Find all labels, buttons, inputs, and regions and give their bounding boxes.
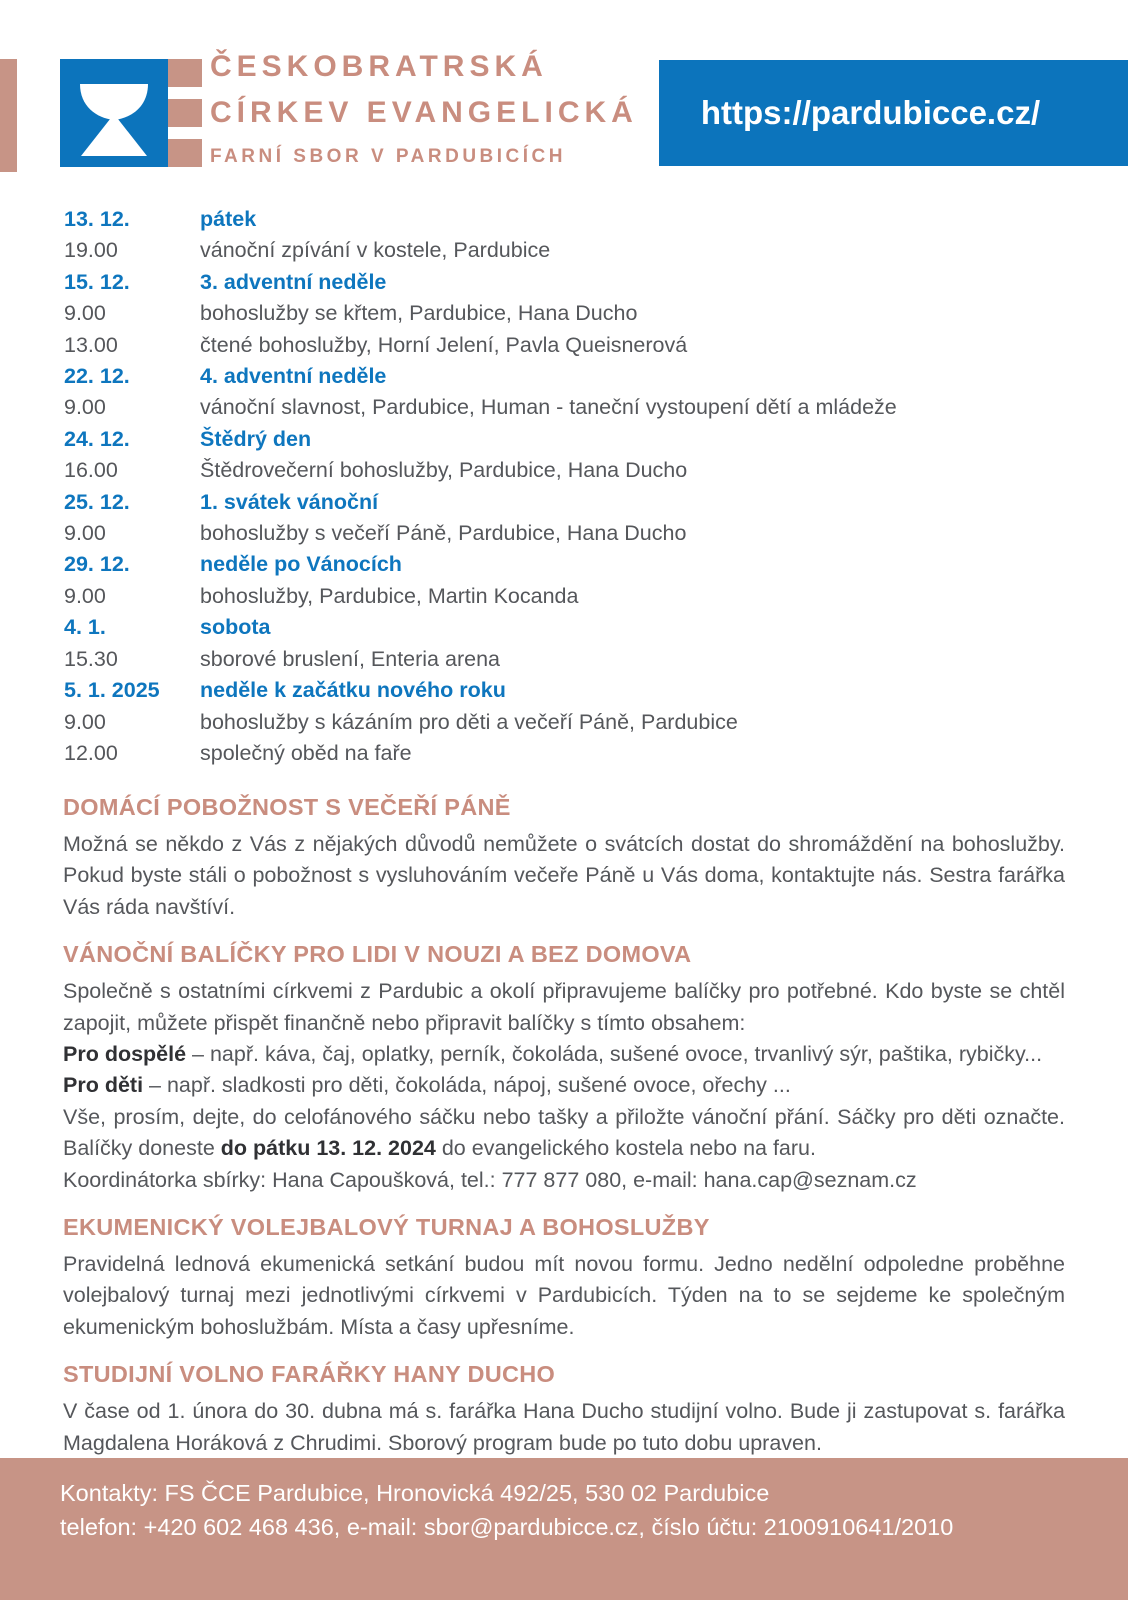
body-text: Pravidelná lednová ekumenická setkání budou mít novou formu. Jedno nedělní odpoledne proběhne volejbalový turnaj mezi jednotlivými církvemi v Pardubicích. Týden na to se sejdeme ke společným ekumenickým bohoslužbám. Místa a časy upřesníme. — [63, 1252, 1065, 1339]
schedule-description: Štědrovečerní bohoslužby, Pardubice, Hana Ducho — [200, 458, 688, 483]
schedule-date-row — [64, 487, 1088, 518]
schedule-description: bohoslužby s kázáním pro děti a večeří Páně, Pardubice — [200, 709, 738, 734]
schedule-description: neděle k začátku nového roku — [200, 678, 506, 703]
content-section — [63, 1359, 1065, 1459]
schedule-time: 22. 12. — [64, 364, 130, 389]
section-heading: VÁNOČNÍ BALÍČKY PRO LIDI V NOUZI A BEZ DOMOVA — [63, 941, 692, 968]
org-name-line1: ČESKOBRATRSKÁ — [210, 50, 548, 83]
org-name-line2: CÍRKEV EVANGELICKÁ — [210, 96, 638, 129]
schedule-description: Štědrý den — [200, 426, 312, 451]
body-text: Koordinátorka sbírky: Hana Capoušková, tel.: 777 877 080, e-mail: hana.cap@seznam.cz — [63, 1167, 917, 1192]
schedule-date-row — [64, 267, 1088, 298]
schedule-time: 13.00 — [64, 332, 118, 357]
footer-contact-line: Kontakty: FS ČCE Pardubice, Hronovická 492/25, 530 02 Pardubice — [60, 1480, 770, 1506]
org-subtitle: FARNÍ SBOR V PARDUBICÍCH — [210, 146, 566, 167]
section-paragraph — [63, 1070, 1065, 1101]
schedule-event-row — [64, 392, 1088, 423]
sections — [63, 792, 1065, 1475]
schedule-time: 19.00 — [64, 238, 118, 263]
schedule-date-row — [64, 204, 1088, 235]
schedule-description: bohoslužby s večeří Páně, Pardubice, Hana Ducho — [200, 521, 687, 546]
website-url-text: https://pardubicce.cz/ — [700, 94, 1041, 131]
schedule-event-row — [64, 330, 1088, 361]
body-text: do evangelického kostela nebo na faru. — [435, 1136, 816, 1161]
schedule-event-row — [64, 235, 1088, 266]
section-paragraph — [63, 1039, 1065, 1070]
schedule-description: vánoční zpívání v kostele, Pardubice — [200, 238, 551, 263]
schedule-time: 9.00 — [64, 521, 106, 546]
content-section — [63, 939, 1065, 1196]
schedule-description: bohoslužby se křtem, Pardubice, Hana Ducho — [200, 301, 638, 326]
body-text: – např. káva, čaj, oplatky, perník, čokoláda, sušené ovoce, trvanlivý sýr, paštika, rybičky... — [186, 1042, 1043, 1067]
schedule-event-row — [64, 298, 1088, 329]
emphasized-text: Pro děti — [63, 1073, 144, 1098]
body-text: Možná se někdo z Vás z nějakých důvodů nemůžete o svátcích dostat do shromáždění na bohoslužby. Pokud byste stáli o pobožnost s vysluhováním večeře Páně u Vás doma, kontaktujte nás. Sestra farářka Vás ráda navštíví. — [63, 832, 1065, 919]
footer-phone-line: telefon: +420 602 468 436, e-mail: sbor@pardubicce.cz, číslo účtu: 2100910641/2010 — [60, 1513, 954, 1540]
schedule-time: 9.00 — [64, 583, 106, 608]
schedule-description: čtené bohoslužby, Horní Jelení, Pavla Queisnerová — [200, 332, 688, 357]
schedule-time: 4. 1. — [64, 615, 106, 640]
logo-e-bar — [168, 59, 202, 87]
schedule-time: 9.00 — [64, 709, 106, 734]
schedule-date-row — [64, 612, 1088, 643]
schedule-time: 15. 12. — [64, 269, 130, 294]
section-paragraph — [63, 976, 1065, 1039]
logo-e-bars-icon — [168, 59, 202, 167]
logo-e-bar — [168, 99, 202, 127]
footer — [0, 1458, 1128, 1600]
section-paragraph — [63, 829, 1065, 923]
section-heading: EKUMENICKÝ VOLEJBALOVÝ TURNAJ A BOHOSLUŽBY — [63, 1214, 710, 1241]
body-text: V čase od 1. února do 30. dubna má s. farářka Hana Ducho studijní volno. Bude ji zastupovat s. farářka Magdalena Horáková z Chrudimi. Sborový program bude po tuto dobu upraven. — [63, 1399, 1065, 1455]
schedule-date-row — [64, 361, 1088, 392]
section-paragraph — [63, 1165, 1065, 1196]
body-text: Vše, prosím, dejte, do celofánového sáčku nebo tašky a přiložte vánoční přání. Sáčky pro děti označte. Balíčky doneste — [63, 1104, 1065, 1161]
schedule-date-row — [64, 675, 1088, 706]
schedule-time: 16.00 — [64, 458, 118, 483]
schedule-time: 9.00 — [64, 301, 106, 326]
emphasized-text: do pátku 13. 12. 2024 — [220, 1136, 436, 1161]
schedule-time: 9.00 — [64, 395, 106, 420]
schedule-date-row — [64, 549, 1088, 580]
body-text: – např. sladkosti pro děti, čokoláda, nápoj, sušené ovoce, ořechy ... — [143, 1073, 791, 1098]
schedule-date-row — [64, 424, 1088, 455]
section-paragraph — [63, 1396, 1065, 1459]
schedule-event-row — [64, 518, 1088, 549]
content-section — [63, 1212, 1065, 1343]
schedule-description: sborové bruslení, Enteria arena — [200, 646, 500, 671]
section-paragraph — [63, 1102, 1065, 1165]
schedule-description: společný oběd na faře — [200, 740, 412, 765]
schedule-event-row — [64, 644, 1088, 675]
schedule-description: sobota — [200, 615, 271, 640]
schedule-description: vánoční slavnost, Pardubice, Human - taneční vystoupení dětí a mládeže — [200, 395, 897, 420]
website-link[interactable] — [659, 60, 1128, 166]
schedule-event-row — [64, 455, 1088, 486]
schedule-description: 3. adventní neděle — [200, 269, 387, 294]
logo-left-bar — [0, 59, 17, 172]
logo-e-bar — [168, 139, 202, 167]
cce-logo — [60, 59, 168, 167]
schedule-event-row — [64, 707, 1088, 738]
schedule-list — [64, 204, 1088, 769]
schedule-time: 15.30 — [64, 646, 118, 671]
org-wordmark — [210, 44, 638, 168]
schedule-time: 13. 12. — [64, 207, 130, 231]
schedule-description: 1. svátek vánoční — [200, 489, 379, 514]
schedule-event-row — [64, 581, 1088, 612]
emphasized-text: Pro dospělé — [63, 1042, 187, 1067]
schedule-time: 25. 12. — [64, 489, 130, 514]
schedule-description: bohoslužby, Pardubice, Martin Kocanda — [200, 583, 579, 608]
chalice-icon — [60, 59, 168, 167]
schedule-time: 29. 12. — [64, 552, 130, 577]
schedule-event-row — [64, 738, 1088, 769]
schedule-description: neděle po Vánocích — [200, 552, 402, 577]
body-text: Společně s ostatními církvemi z Pardubic a okolí připravujeme balíčky pro potřebné. Kdo byste se chtěl zapojit, můžete přispět finančně nebo připravit balíčky s tímto obsahem: — [63, 979, 1065, 1035]
schedule-description: 4. adventní neděle — [200, 364, 387, 389]
section-heading: STUDIJNÍ VOLNO FARÁŘKY HANY DUCHO — [63, 1361, 556, 1388]
content-section — [63, 792, 1065, 923]
section-heading: DOMÁCÍ POBOŽNOST S VEČEŘÍ PÁNĚ — [63, 794, 511, 820]
schedule-description: pátek — [200, 207, 257, 231]
section-paragraph — [63, 1249, 1065, 1343]
schedule-time: 5. 1. 2025 — [64, 678, 160, 703]
schedule-time: 24. 12. — [64, 426, 130, 451]
schedule-time: 12.00 — [64, 740, 118, 765]
